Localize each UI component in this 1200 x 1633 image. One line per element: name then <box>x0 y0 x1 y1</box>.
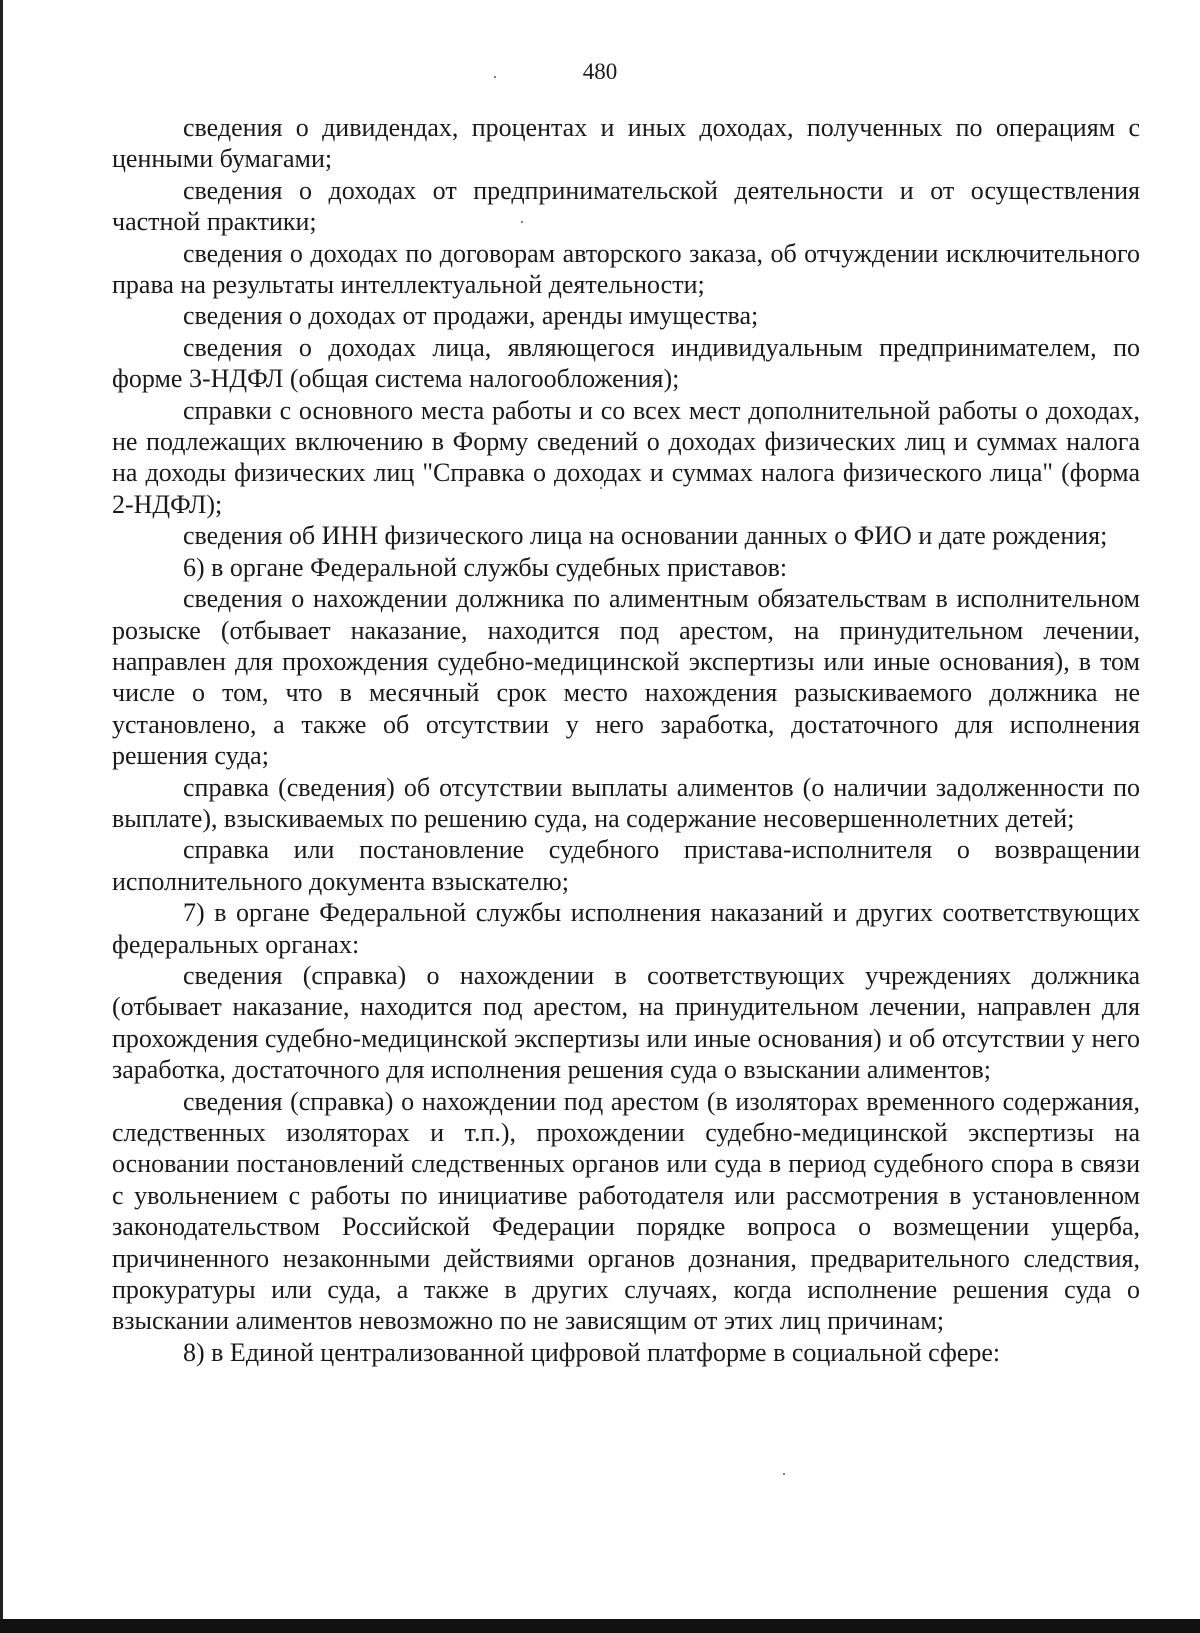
paragraph-dividend-income: сведения о дивидендах, процентах и иных доходах, полученных по операциям с ценными бумагами; <box>112 113 1140 174</box>
scan-edge-left <box>0 0 3 1633</box>
paragraph-inn-info: сведения об ИНН физического лица на основании данных о ФИО и дате рождения; <box>183 521 1108 551</box>
scan-speck <box>600 487 602 489</box>
paragraph-entrepreneur-3ndfl: сведения о доходах лица, являющегося индивидуальным предпринимателем, по форме 3-НДФЛ (общая система налогообложения); <box>112 332 1140 394</box>
paragraph-debtor-search: сведения о нахождении должника по алиментным обязательствам в исполнительном розыске (отбывает наказание, находится под арестом, на принудительном лечении, направлен для прохождения судебно-медицинской экспертизы или иные основания), в том числе о том, что в месячный срок место нахождения разыскиваемого должника не установлено, а также об отсутствии у него заработка, достаточного для исполнения решения суда; <box>112 584 1140 771</box>
paragraph-copyright-income: сведения о доходах по договорам авторского заказа, об отчуждении исключительного права на результаты интеллектуальной деятельности; <box>112 238 1140 300</box>
document-body <box>112 112 1140 1368</box>
section-heading-penitentiary: 7) в органе Федеральной службы исполнения наказаний и других соответствующих федеральных органах: <box>112 898 1140 959</box>
paragraph-business-income: сведения о доходах от предпринимательской деятельности и от осуществления частной практики; <box>112 175 1140 237</box>
section-heading-digital-platform: 8) в Единой централизованной цифровой платформе в социальной сфере: <box>183 1337 1001 1367</box>
paragraph-arrest-info: сведения (справка) о нахождении под арестом (в изоляторах временного содержания, следственных изоляторах и т.п.), прохождении судебно-медицинской экспертизы на основании постановлений следственных органов или суда в период судебного спора в связи с увольнением с работы по инициативе работодателя или рассмотрения в установленном законодательством Российской Федерации порядке вопроса о возмещении ущерба, причиненного незаконными действиями органов дознания, предварительного следствия, прокуратуры или суда, а также в других случаях, когда исполнение решения суда о взыскании алиментов невозможно по не зависящим от этих лиц причинам; <box>112 1086 1140 1336</box>
paragraph-writ-return: справка или постановление судебного пристава-исполнителя о возвращении исполнительного документа взыскателю; <box>112 835 1140 896</box>
paragraph-institution-stay: сведения (справка) о нахождении в соответствующих учреждениях должника (отбывает наказание, находится под арестом, на принудительном лечении, направлен для прохождения судебно-медицинской экспертизы или иные основания) и об отсутствии у него заработка, достаточного для исполнения решения суда о взыскании алиментов; <box>112 960 1140 1085</box>
scan-speck <box>521 221 523 223</box>
scan-speck <box>494 76 496 78</box>
scan-speck <box>783 1473 785 1475</box>
paragraph-property-income: сведения о доходах от продажи, аренды имущества; <box>183 301 759 331</box>
section-heading-bailiffs: 6) в органе Федеральной службы судебных приставов: <box>183 552 788 582</box>
scan-edge-bottom <box>0 1619 1200 1633</box>
page-number: 480 <box>582 59 618 84</box>
paragraph-employment-certificates: справки с основного места работы и со всех мест дополнительной работы о доходах, не подлежащих включению в Форму сведений о доходах физических лиц и суммах налога на доходы физических лиц "Справка о доходах и суммах налога физического лица" (форма 2-НДФЛ); <box>112 395 1140 519</box>
paragraph-alimony-nonpayment: справка (сведения) об отсутствии выплаты алиментов (о наличии задолженности по выплате), взыскиваемых по решению суда, на содержание несовершеннолетних детей; <box>112 772 1140 833</box>
